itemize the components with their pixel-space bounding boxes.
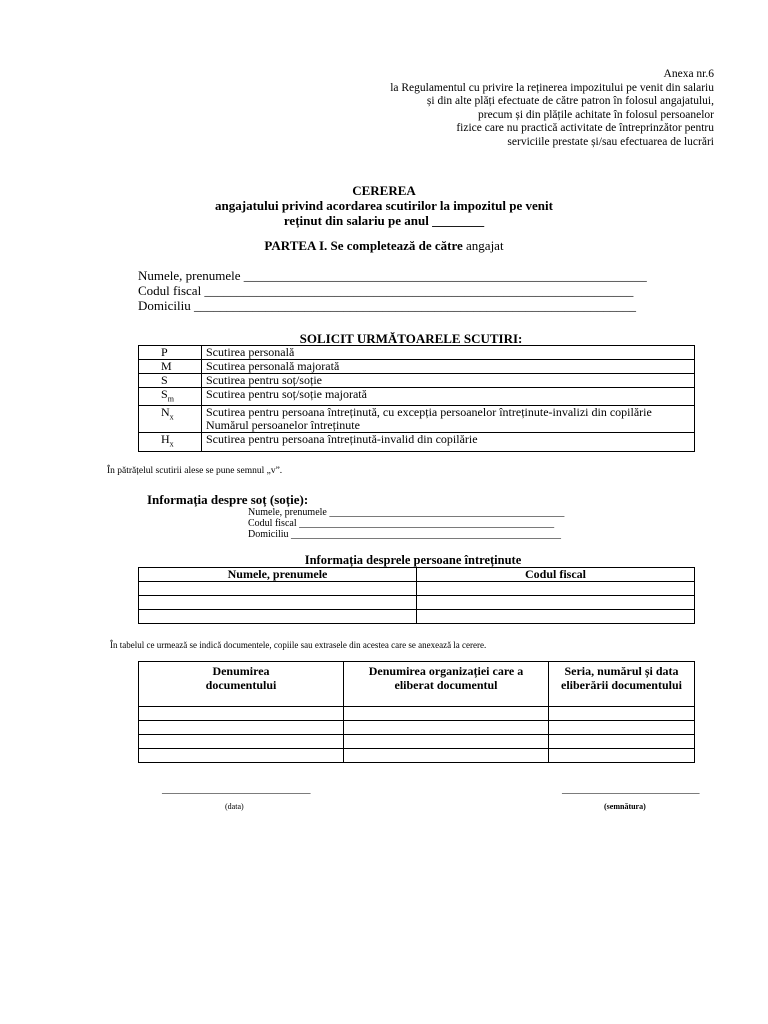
- table-row[interactable]: [139, 735, 695, 749]
- code-letter: H: [161, 432, 170, 447]
- table-cell[interactable]: [417, 596, 695, 610]
- exemption-code[interactable]: [139, 388, 202, 406]
- table-row[interactable]: [139, 596, 695, 610]
- table-cell[interactable]: [344, 735, 549, 749]
- exemption-code[interactable]: P: [139, 346, 202, 360]
- document-subtitle: angajatului privind acordarea scutirilor la impozitul pe venit: [215, 198, 553, 213]
- exemption-row-nx[interactable]: [139, 406, 695, 433]
- exemption-code[interactable]: [139, 406, 202, 433]
- code-subscript: x: [169, 439, 174, 449]
- exemption-row-p[interactable]: [139, 346, 695, 360]
- employee-fiscal-code-field[interactable]: Codul fiscal __________________________________________________________________: [138, 283, 634, 298]
- table-row[interactable]: [139, 749, 695, 763]
- exemption-code[interactable]: [139, 433, 202, 451]
- annex-line: Anexa nr.6: [663, 68, 714, 80]
- table-cell[interactable]: [417, 610, 695, 624]
- table-cell[interactable]: [139, 707, 344, 721]
- column-header-text: Denumirea documentului: [205, 664, 277, 692]
- annex-line: precum și din plățile achitate în folosul persoanelor: [478, 108, 714, 121]
- code-subscript: x: [169, 412, 174, 422]
- column-header-text: Seria, numărul și data eliberării documentului: [561, 664, 682, 692]
- annex-line: la Regulamentul cu privire la reținerea impozitului pe venit din salariu: [390, 81, 714, 94]
- column-header: [549, 662, 695, 707]
- exemption-label: Scutirea personală: [202, 346, 695, 360]
- table-cell[interactable]: [549, 721, 695, 735]
- exemption-row-hx[interactable]: [139, 433, 695, 451]
- table-cell[interactable]: [139, 749, 344, 763]
- part-one-normal: angajat: [462, 238, 504, 253]
- annex-header: [314, 68, 714, 150]
- employee-name-field[interactable]: Numele, prenumele ______________________________________________________________: [138, 268, 647, 283]
- column-header: Codul fiscal: [417, 568, 695, 582]
- documents-note: În tabelul ce urmează se indică documentele, copiile sau extrasele din acestea care se anexează la cerere.: [110, 640, 487, 650]
- spouse-name-field[interactable]: Numele, prenumele _______________________________________________: [248, 507, 565, 518]
- exemption-label-line: Scutirea pentru persoana întreținută, cu excepția persoanelor întreținute-invalizi din copilărie: [206, 405, 652, 420]
- table-cell[interactable]: [139, 596, 417, 610]
- spouse-info-title: Informația despre soț (soție):: [147, 492, 309, 507]
- exemption-code[interactable]: M: [139, 360, 202, 374]
- part-one-bold: PARTEA I. Se completează de către: [264, 238, 463, 253]
- exemption-row-sm[interactable]: [139, 388, 695, 406]
- annex-line: fizice care nu practică activitate de întreprinzător pentru: [456, 122, 714, 135]
- document-title: CEREREA: [352, 183, 416, 198]
- column-header: Numele, prenumele: [139, 568, 417, 582]
- part-one-heading: [0, 238, 768, 254]
- exemption-label: Scutirea personală majorată: [202, 360, 695, 374]
- documents-table: [138, 661, 695, 763]
- table-header-row: [139, 568, 695, 582]
- exemption-label: Scutirea pentru soț/soție majorată: [202, 388, 695, 406]
- table-cell[interactable]: [344, 721, 549, 735]
- table-row[interactable]: [139, 610, 695, 624]
- table-cell[interactable]: [344, 707, 549, 721]
- table-cell[interactable]: [139, 735, 344, 749]
- code-letter: N: [161, 405, 170, 420]
- code-letter: S: [161, 387, 168, 401]
- document-year-line: reținut din salariu pe anul ________: [283, 213, 485, 228]
- exemption-label: Scutirea pentru persoana întreținută-invalid din copilărie: [202, 433, 695, 451]
- table-cell[interactable]: [417, 582, 695, 596]
- exemption-row-s[interactable]: [139, 374, 695, 388]
- checkbox-note: În pătrățelul scutirii alese se pune semnul „v”.: [107, 466, 283, 476]
- spouse-fiscal-code-field[interactable]: Codul fiscal ___________________________________________________: [248, 518, 555, 529]
- table-cell[interactable]: [139, 721, 344, 735]
- table-row[interactable]: [139, 707, 695, 721]
- employee-address-field[interactable]: Domiciliu ____________________________________________________________________: [138, 298, 636, 313]
- exemptions-table: [138, 345, 695, 452]
- signature-line[interactable]: _________________________: [562, 783, 700, 795]
- dependents-table: [138, 567, 695, 624]
- exemptions-heading: SOLICIT URMĂTOARELE SCUTIRI:: [299, 331, 523, 346]
- dependents-count-label: Numărul persoanelor întreținute: [206, 418, 360, 433]
- table-cell[interactable]: [139, 610, 417, 624]
- table-cell[interactable]: [139, 582, 417, 596]
- date-caption: (data): [225, 802, 244, 811]
- table-cell[interactable]: [549, 707, 695, 721]
- column-header-text: Denumirea organizației care a eliberat documentul: [368, 664, 524, 692]
- exemption-label: Scutirea pentru soț/soție: [202, 374, 695, 388]
- table-header-row: [139, 662, 695, 707]
- column-header: [139, 662, 344, 707]
- annex-line: serviciile prestate și/sau efectuarea de lucrări: [507, 135, 714, 148]
- table-cell[interactable]: [344, 749, 549, 763]
- exemption-code[interactable]: S: [139, 374, 202, 388]
- code-subscript: m: [167, 394, 174, 404]
- exemption-row-m[interactable]: [139, 360, 695, 374]
- exemption-label: [202, 406, 695, 433]
- table-cell[interactable]: [549, 749, 695, 763]
- table-row[interactable]: [139, 721, 695, 735]
- spouse-address-field[interactable]: Domiciliu ______________________________________________________: [248, 529, 562, 540]
- annex-line: și din alte plăți efectuate de către patron în folosul angajatului,: [426, 95, 714, 108]
- table-cell[interactable]: [549, 735, 695, 749]
- column-header: [344, 662, 549, 707]
- signature-caption: (semnătura): [604, 802, 646, 811]
- table-row[interactable]: [139, 582, 695, 596]
- dependents-title: Informația desprele persoane întreținute: [304, 553, 522, 567]
- date-line[interactable]: ___________________________: [162, 783, 311, 795]
